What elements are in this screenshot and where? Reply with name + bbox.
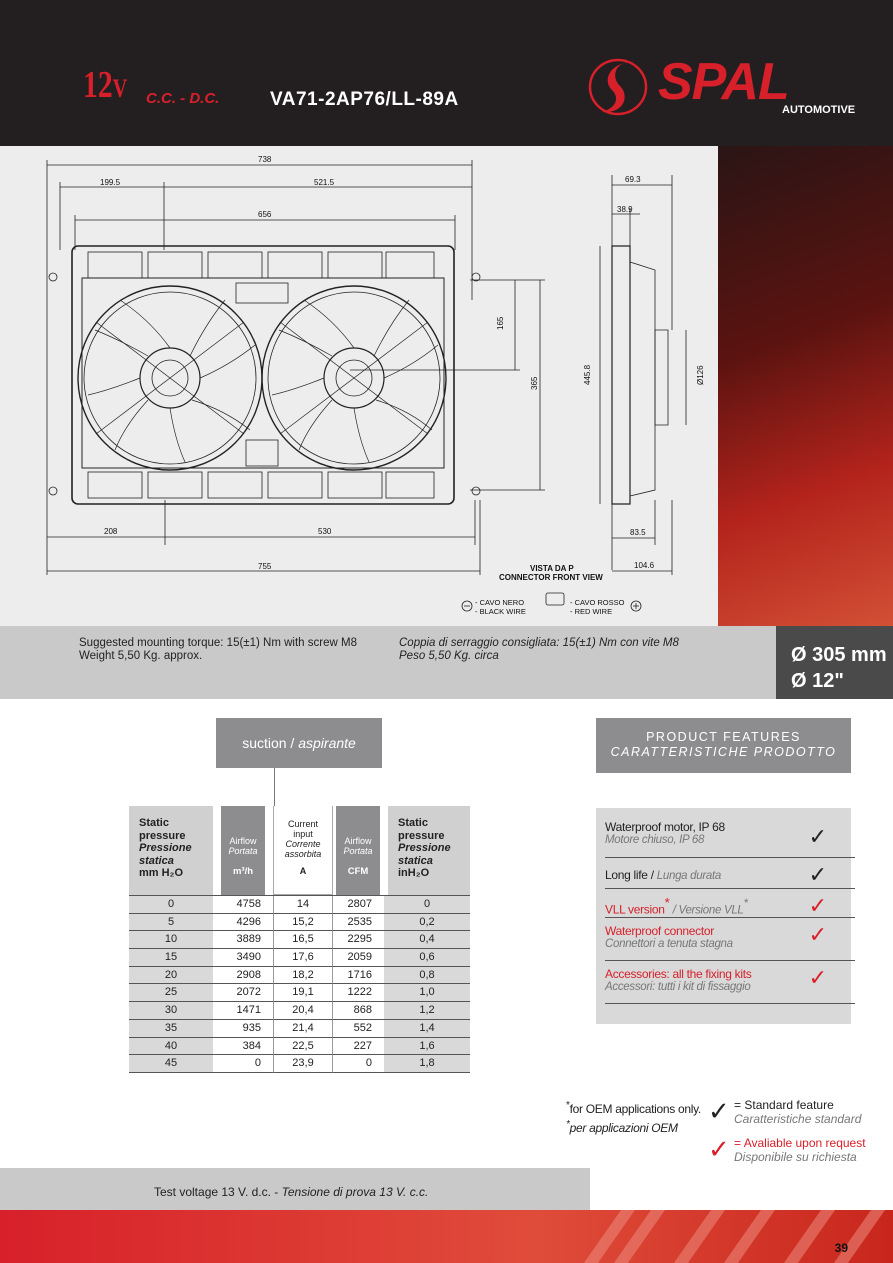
feature-item: Long life / Lunga durata ✓ xyxy=(605,858,855,889)
table-header xyxy=(129,806,470,895)
check-red-icon: ✓ xyxy=(808,922,827,947)
table-body xyxy=(129,895,470,1073)
header-bar xyxy=(0,0,893,146)
feature-item: VLL version* / Versione VLL* ✓ xyxy=(605,889,855,918)
dim-126: Ø126 xyxy=(696,365,705,385)
table-row: 0 4758 14 2807 0 xyxy=(129,896,470,914)
dim-199: 199.5 xyxy=(100,178,121,187)
feature-item: Accessories: all the fixing kits Accessori: tutti i kit di fissaggio ✓ xyxy=(605,961,855,1004)
spal-logo xyxy=(586,53,864,118)
header-static-pressure-in: Static pressure Pressione statica inH₂O xyxy=(388,806,470,895)
view-label-1: VISTA DA P xyxy=(530,564,574,573)
header-airflow-cfm: Airflow Portata CFM xyxy=(336,806,380,895)
oem-note: *for OEM applications only. *per applicazioni OEM xyxy=(566,1100,701,1135)
dim-530: 530 xyxy=(318,527,332,536)
features-list xyxy=(596,808,851,1024)
spal-swoosh-icon xyxy=(586,56,656,118)
dim-445: 445.8 xyxy=(583,364,592,385)
fan-technical-drawing xyxy=(0,146,720,626)
table-row: 10 3889 16,5 2295 0,4 xyxy=(129,931,470,949)
brand-sub: AUTOMOTIVE xyxy=(782,104,856,116)
table-row: 30 1471 20,4 868 1,2 xyxy=(129,1002,470,1020)
suction-label: suction / aspirante xyxy=(216,718,382,768)
current-type: C.C. - D.C. xyxy=(146,90,220,107)
check-icon: ✓ xyxy=(808,862,827,887)
table-row: 35 935 21,4 552 1,4 xyxy=(129,1020,470,1038)
model-code: VA71-2AP76/LL-89A xyxy=(270,89,459,110)
dim-208: 208 xyxy=(104,527,118,536)
view-label-2: CONNECTOR FRONT VIEW xyxy=(499,573,603,582)
check-red-icon: ✓ xyxy=(708,1134,730,1164)
wire-pos-1: - CAVO ROSSO xyxy=(570,598,625,607)
table-row: 15 3490 17,6 2059 0,6 xyxy=(129,949,470,967)
test-voltage-bar: Test voltage 13 V. d.c. - Tensione di prova 13 V. c.c. xyxy=(0,1168,590,1210)
wire-neg-2: - BLACK WIRE xyxy=(475,607,526,616)
check-red-icon: ✓ xyxy=(808,965,827,990)
feature-item: Waterproof connector Connettori a tenuta stagna ✓ xyxy=(605,918,855,961)
dim-83: 83.5 xyxy=(630,528,646,537)
brand-name: SPAL xyxy=(658,53,789,111)
wire-neg-1: - CAVO NERO xyxy=(475,598,525,607)
footer-bar xyxy=(0,1210,893,1263)
check-icon: ✓ xyxy=(708,1096,730,1126)
performance-table xyxy=(129,806,470,1073)
table-row: 20 2908 18,2 1716 0,8 xyxy=(129,967,470,985)
technical-drawing-panel xyxy=(0,146,720,626)
dim-38: 38.9 xyxy=(617,205,633,214)
table-row: 25 2072 19,1 1222 1,0 xyxy=(129,984,470,1002)
dim-738: 738 xyxy=(258,155,272,164)
header-static-pressure-mm: Static pressure Pressione statica mm H₂O xyxy=(129,806,213,895)
page-number: 39 xyxy=(834,1241,848,1255)
check-icon: ✓ xyxy=(808,824,827,849)
notes-english: Suggested mounting torque: 15(±1) Nm with screw M8 Weight 5,50 Kg. approx. xyxy=(79,637,357,662)
table-row: 5 4296 15,2 2535 0,2 xyxy=(129,914,470,932)
dim-165: 165 xyxy=(496,316,505,330)
dim-755: 755 xyxy=(258,562,272,571)
wire-pos-2: - RED WIRE xyxy=(570,607,613,616)
table-row: 40 384 22,5 227 1,6 xyxy=(129,1038,470,1056)
dim-656: 656 xyxy=(258,210,272,219)
header-airflow-m3h: Airflow Portata m³/h xyxy=(221,806,265,895)
check-red-icon: ✓ xyxy=(808,893,827,918)
voltage-label: 12V xyxy=(83,64,128,106)
feature-item: Waterproof motor, IP 68 Motore chiuso, IP 68 ✓ xyxy=(605,820,855,858)
dim-69: 69.3 xyxy=(625,175,641,184)
divider xyxy=(274,768,275,808)
header-current: Current input Corrente assorbita A xyxy=(273,806,333,895)
product-features-title: PRODUCT FEATURES CARATTERISTICHE PRODOTTO xyxy=(596,718,851,773)
dim-521: 521.5 xyxy=(314,178,335,187)
table-row: 45 0 23,9 0 1,8 xyxy=(129,1055,470,1073)
dim-104: 104.6 xyxy=(634,561,655,570)
notes-italian: Coppia di serraggio consigliata: 15(±1) Nm con vite M8 Peso 5,50 Kg. circa xyxy=(399,637,679,662)
dim-365: 365 xyxy=(530,376,539,390)
diameter-box: Ø 305 mm Ø 12" xyxy=(776,626,893,699)
red-decorative-panel xyxy=(718,146,893,626)
